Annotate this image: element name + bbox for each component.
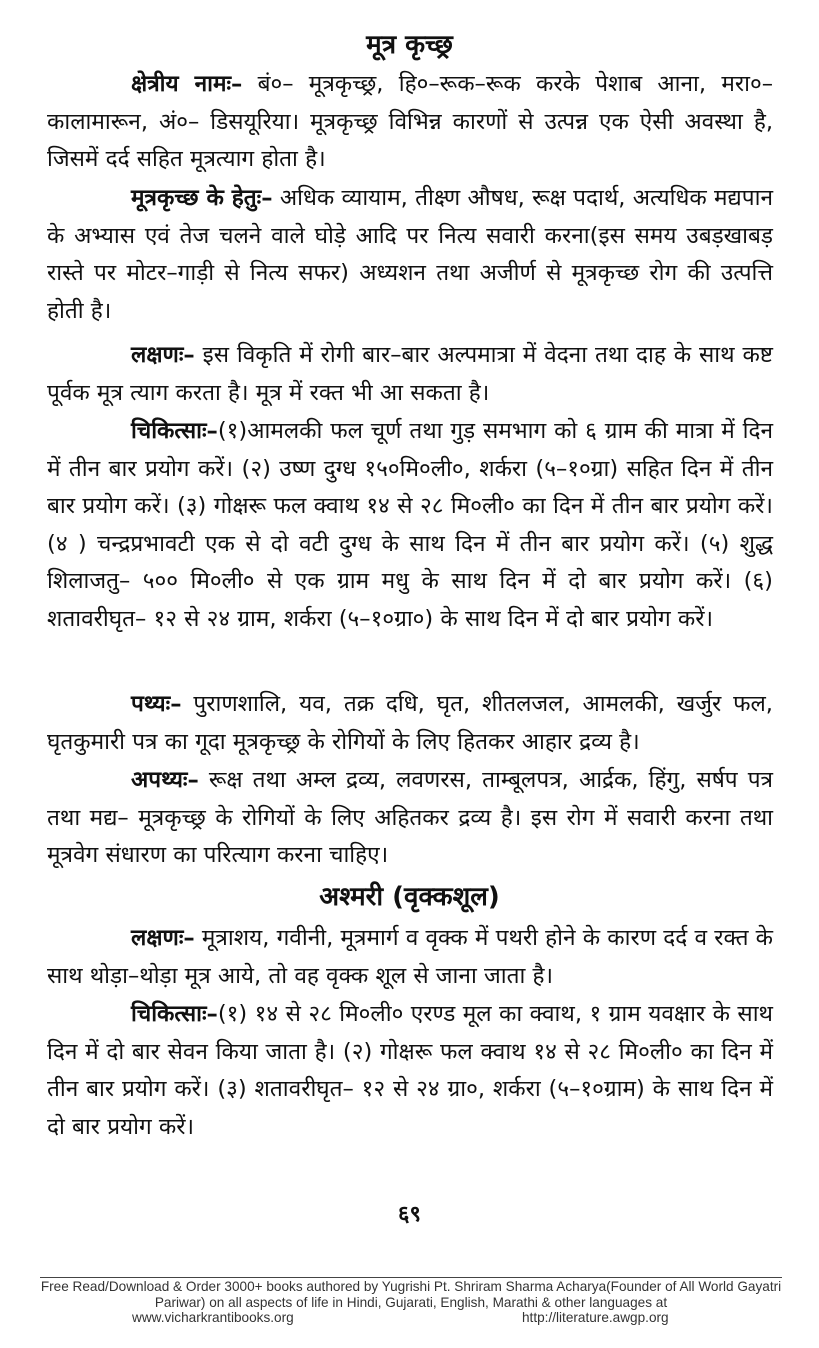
text-symptoms: इस विकृति में रोगी बार–बार अल्पमात्रा में वेदना तथा दाह के साथ कष्ट पूर्वक मूत्र त्याग करता है। मूत्र में रक्त भी आ सकता है।: [47, 342, 773, 406]
text-causes: अधिक व्यायाम, तीक्ष्ण औषध, रूक्ष पदार्थ, अत्यधिक मद्यपान के अभ्यास एवं तेज चलने वाले घोड़े आदि पर नित्य सवारी करना(इस समय उबड़खाबड़ रास्ते पर मोटर–गाड़ी से नित्य सफर) अध्यशन तथा अजीर्ण से मूत्रकृच्छ रोग की उत्पत्ति होती है।: [47, 185, 774, 324]
label-apathya: अपथ्यः–: [131, 767, 199, 793]
text-pathya: पुराणशालि, यव, तक्र दधि, घृत, शीतलजल, आमलकी, खर्जुर फल, घृतकुमारी पत्र का गूदा मूत्रकृच्छ्र के रोगियों के लिए हितकर आहार द्रव्य है।: [47, 691, 773, 755]
text-ashmari-symptoms: मूत्राशय, गवीनी, मूत्रमार्ग व वृक्क में पथरी होने के कारण दर्द व रक्त के साथ थोड़ा–थोड़ा मूत्र आये, तो वह वृक्क शूल से जाना जाता है।: [47, 925, 773, 989]
footer: [40, 1279, 782, 1326]
text-regional-names: बं०– मूत्रकृच्छ्र, हि०–रूक–रूक करके पेशाब आना, मरा०–कालामारून, अं०– डिसयूरिया। मूत्रकृच्छ्र विभिन्न कारणों से उत्पन्न एक ऐसी अवस्था है, जिसमें दर्द सहित मूत्रत्याग होता है।: [47, 71, 773, 172]
footer-divider: [40, 1277, 782, 1278]
label-regional-names: क्षेत्रीय नामः–: [131, 71, 243, 97]
section-title-ashmari: अश्मरी (वृक्कशूल): [319, 882, 500, 912]
text-ashmari-treatment: (१) १४ से २८ मि०ली० एरण्ड मूल का क्वाथ, १ ग्राम यवक्षार के साथ दिन में दो बार सेवन किया जाता है। (२) गोक्षरू फल क्वाथ १४ से २८ मि०ली० का दिन में तीन बार प्रयोग करें। (३) शतावरीघृत– १२ से २४ ग्रा०, शर्करा (५–१०ग्राम) के साथ दिन में दो बार प्रयोग करें।: [47, 1001, 773, 1140]
text-treatment: (१)आमलकी फल चूर्ण तथा गुड़ समभाग को ६ ग्राम की मात्रा में दिन में तीन बार प्रयोग करें। (२) उष्ण दुग्ध १५०मि०ली०, शर्करा (५–१०ग्रा) सहित दिन में तीन बार प्रयोग करें। (३) गोक्षरू फल क्वाथ १४ से २८ मि०ली० का दिन में तीन बार प्रयोग करें। (४ ) चन्द्रप्रभावटी एक से दो वटी दुग्ध के साथ दिन में तीन बार प्रयोग करें। (५) शुद्ध शिलाजतु– ५०० मि०ली० से एक ग्राम मधु के साथ दिन में दो बार प्रयोग करें। (६) शतावरीघृत– १२ से २४ ग्राम, शर्करा (५–१०ग्रा०) के साथ दिन में दो बार प्रयोग करें।: [47, 418, 773, 632]
label-ashmari-symptoms: लक्षणः–: [131, 925, 195, 951]
footer-link-vicharkranti[interactable]: www.vicharkrantibooks.org: [132, 1310, 294, 1325]
paragraph-apathya: [47, 762, 773, 875]
label-symptoms: लक्षणः–: [131, 342, 195, 368]
paragraph-causes: [47, 180, 773, 330]
label-treatment: चिकित्साः–: [131, 418, 218, 444]
footer-links: [40, 1310, 782, 1326]
text-apathya: रूक्ष तथा अम्ल द्रव्य, लवणरस, ताम्बूलपत्र, आर्द्रक, हिंगु, सर्षप पत्र तथा मद्य– मूत्रकृच्छ्र के रोगियों के लिए अहितकर द्रव्य है। इस रोग में सवारी करना तथा मूत्रवेग संधारण का परित्याग करना चाहिए।: [47, 767, 773, 868]
paragraph-ashmari-treatment: [47, 996, 773, 1146]
label-ashmari-treatment: चिकित्साः–: [131, 1001, 218, 1027]
section-title-mutra-krichchhra: मूत्र कृच्छ्र: [366, 30, 453, 60]
paragraph-symptoms: [47, 337, 773, 412]
paragraph-regional-names: [47, 66, 773, 179]
label-causes: मूत्रकृच्छ के हेतुः–: [131, 185, 273, 211]
paragraph-pathya: [47, 686, 773, 761]
label-pathya: पथ्यः–: [131, 691, 182, 717]
paragraph-treatment: [47, 413, 773, 638]
paragraph-ashmari-symptoms: [47, 920, 773, 995]
footer-text: Free Read/Download & Order 3000+ books authored by Yugrishi Pt. Shriram Sharma Acharya(Founder of All World Gayatri Pariwar) on all aspects of life in Hindi, Gujarati, English, Marathi & other languages at: [40, 1279, 782, 1310]
footer-link-literature[interactable]: http://literature.awgp.org: [522, 1310, 669, 1325]
page-number: ६९: [398, 1202, 421, 1227]
